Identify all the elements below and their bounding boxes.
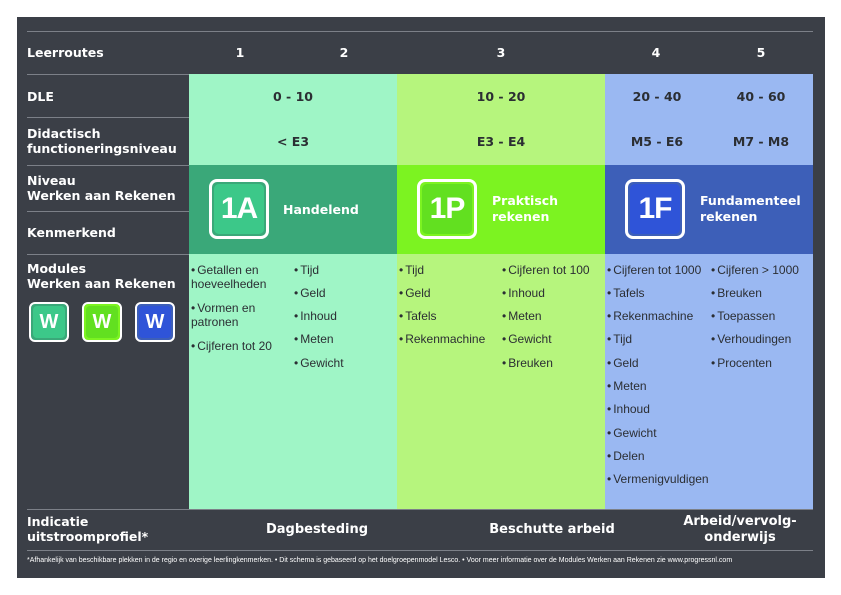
level-title-line: rekenen [492, 209, 550, 224]
module-w-badge-lime [82, 302, 122, 342]
list-item-label: Delen [613, 449, 645, 463]
level-title-1p [492, 193, 558, 225]
w-letter: W [86, 306, 118, 338]
list-item-label: Meten [300, 332, 334, 346]
dle-value: 40 - 60 [736, 89, 786, 104]
list-item-label: Tafels [405, 309, 437, 323]
level-title-1f [700, 193, 801, 225]
list-item-label: Procenten [717, 356, 772, 370]
bullet-icon: • [607, 263, 612, 277]
list-item-label: Geld [300, 286, 326, 300]
list-item [607, 263, 701, 277]
list-item-label: Vormen en patronen [191, 301, 256, 329]
row-label-modules [27, 261, 176, 291]
label-line: uitstroomprofiel* [27, 529, 149, 544]
list-item [191, 301, 291, 329]
row-label-didactisch [27, 126, 177, 156]
divider [27, 117, 189, 118]
didactisch-value: E3 - E4 [476, 134, 526, 149]
bullet-icon: • [294, 332, 299, 346]
list-item [607, 379, 647, 393]
bullet-icon: • [294, 286, 299, 300]
level-title-1a [283, 202, 359, 218]
level-badge-1a [209, 179, 269, 239]
level-title-line: Handelend [283, 202, 359, 217]
list-item [711, 263, 799, 277]
label-line: functioneringsniveau [27, 141, 177, 156]
bullet-icon: • [711, 263, 716, 277]
bullet-icon: • [607, 402, 612, 416]
label-line: Modules [27, 261, 87, 276]
list-item [607, 449, 645, 463]
list-item-label: Verhoudingen [717, 332, 792, 346]
level-badge-label: 1A [214, 184, 264, 234]
row-label-leerroutes: Leerroutes [27, 45, 104, 60]
bullet-icon: • [191, 263, 196, 277]
divider [27, 74, 189, 75]
list-item-label: Gewicht [613, 426, 657, 440]
bullet-icon: • [294, 356, 299, 370]
uitstroom-value: Beschutte arbeid [489, 522, 615, 537]
w-letter: W [33, 306, 65, 338]
list-item [607, 286, 645, 300]
bullet-icon: • [502, 286, 507, 300]
bullet-icon: • [607, 379, 612, 393]
label-line: Niveau [27, 173, 76, 188]
divider [27, 165, 189, 166]
list-item-label: Tijd [405, 263, 425, 277]
list-item-label: Cijferen > 1000 [717, 263, 799, 277]
list-item [607, 332, 632, 346]
list-item-label: Gewicht [300, 356, 344, 370]
bullet-icon: • [502, 356, 507, 370]
module-w-badge-green [29, 302, 69, 342]
list-item-label: Gewicht [508, 332, 552, 346]
route-number: 4 [651, 45, 661, 60]
list-item-label: Inhoud [300, 309, 337, 323]
list-item [191, 339, 291, 353]
module-w-badge-blue [135, 302, 175, 342]
row-label-uitstroom [27, 514, 148, 544]
list-item [399, 263, 424, 277]
bullet-icon: • [399, 309, 404, 323]
bullet-icon: • [502, 309, 507, 323]
didactisch-value: < E3 [276, 134, 310, 149]
list-item-label: Rekenmachine [613, 309, 694, 323]
row-label-dle: DLE [27, 89, 54, 104]
bullet-icon: • [711, 286, 716, 300]
bullet-icon: • [399, 332, 404, 346]
uitstroom-value [665, 514, 815, 546]
bullet-icon: • [399, 286, 404, 300]
level-badge-label: 1P [422, 184, 472, 234]
uitstroom-line: Arbeid/vervolg- [683, 514, 797, 529]
bullet-icon: • [399, 263, 404, 277]
list-item [399, 332, 485, 346]
list-item [502, 263, 590, 277]
row-label-kenmerkend: Kenmerkend [27, 225, 116, 240]
bullet-icon: • [607, 426, 612, 440]
list-item [294, 332, 334, 346]
list-item-label: Breuken [508, 356, 553, 370]
list-item-label: Geld [405, 286, 431, 300]
list-item-label: Rekenmachine [405, 332, 486, 346]
list-item-label: Cijferen tot 20 [197, 339, 272, 353]
divider [27, 31, 813, 32]
level-title-line: rekenen [700, 209, 758, 224]
bullet-icon: • [294, 309, 299, 323]
list-item-label: Getallen en hoeveelheden [191, 263, 267, 291]
level-badge-1f [625, 179, 685, 239]
bullet-icon: • [191, 339, 196, 353]
uitstroom-value: Dagbesteding [265, 522, 369, 537]
bullet-icon: • [191, 301, 196, 315]
bullet-icon: • [711, 332, 716, 346]
level-title-line: Praktisch [492, 193, 559, 208]
list-item [607, 309, 693, 323]
label-line: Werken aan Rekenen [27, 276, 176, 291]
list-item [607, 426, 657, 440]
didactisch-value: M7 - M8 [732, 134, 790, 149]
list-item-label: Inhoud [508, 286, 545, 300]
bullet-icon: • [502, 263, 507, 277]
divider [27, 550, 813, 551]
list-item-label: Cijferen tot 1000 [613, 263, 702, 277]
list-item [711, 286, 762, 300]
list-item-label: Tijd [613, 332, 633, 346]
list-item [502, 332, 552, 346]
route-number: 5 [756, 45, 766, 60]
dle-value: 10 - 20 [476, 89, 526, 104]
list-item [607, 402, 650, 416]
uitstroom-line: onderwijs [704, 530, 776, 545]
list-item-label: Vermenigvuldigen [613, 472, 709, 486]
didactisch-value: M5 - E6 [630, 134, 684, 149]
bullet-icon: • [607, 449, 612, 463]
bullet-icon: • [607, 472, 612, 486]
label-line: Werken aan Rekenen [27, 188, 176, 203]
label-line: Indicatie [27, 514, 89, 529]
list-item [294, 356, 344, 370]
list-item-label: Meten [508, 309, 542, 323]
list-item [502, 309, 542, 323]
row-label-niveau [27, 173, 176, 203]
list-item [294, 286, 326, 300]
bullet-icon: • [607, 309, 612, 323]
bullet-icon: • [711, 356, 716, 370]
list-item [294, 263, 319, 277]
dle-value: 0 - 10 [273, 89, 313, 104]
route-number: 1 [235, 45, 245, 60]
list-item-label: Tafels [613, 286, 645, 300]
list-item [191, 263, 291, 291]
list-item [607, 356, 639, 370]
dle-value: 20 - 40 [632, 89, 682, 104]
list-item-label: Inhoud [613, 402, 650, 416]
list-item [711, 356, 772, 370]
list-item-label: Tijd [300, 263, 320, 277]
level-title-line: Fundamenteel [700, 193, 801, 208]
level-badge-1p [417, 179, 477, 239]
divider [27, 509, 813, 510]
list-item [711, 309, 775, 323]
w-letter: W [139, 306, 171, 338]
divider [27, 211, 189, 212]
list-item-label: Geld [613, 356, 639, 370]
list-item-label: Cijferen tot 100 [508, 263, 590, 277]
bullet-icon: • [502, 332, 507, 346]
list-item-label: Toepassen [717, 309, 776, 323]
bullet-icon: • [607, 356, 612, 370]
list-item [502, 356, 553, 370]
footnote: *Afhankelijk van beschikbare plekken in de regio en overige leerlingkenmerken. • Dit schema is gebaseerd op het doelgroepenmodel Lesco. • Voor meer informatie over de Modules Werken aan Rekenen zie www.progressnl.com [27, 557, 733, 564]
level-badge-label: 1F [630, 184, 680, 234]
bullet-icon: • [607, 332, 612, 346]
divider [27, 254, 189, 255]
learning-routes-chart [17, 17, 825, 578]
list-item [711, 332, 791, 346]
list-item [399, 309, 437, 323]
list-item-label: Meten [613, 379, 647, 393]
list-item-label: Breuken [717, 286, 762, 300]
route-number: 3 [496, 45, 506, 60]
label-line: Didactisch [27, 126, 101, 141]
list-item [607, 472, 709, 486]
bullet-icon: • [294, 263, 299, 277]
list-item [502, 286, 545, 300]
bullet-icon: • [607, 286, 612, 300]
bullet-icon: • [711, 309, 716, 323]
list-item [294, 309, 337, 323]
list-item [399, 286, 431, 300]
route-number: 2 [339, 45, 349, 60]
